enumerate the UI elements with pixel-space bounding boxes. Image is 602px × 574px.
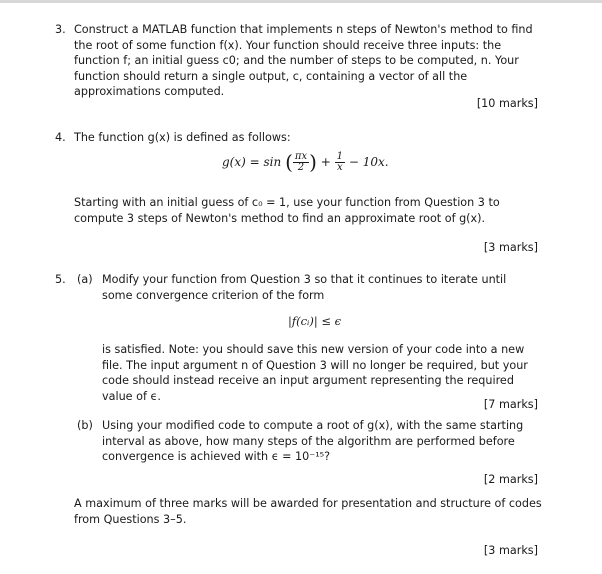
question-4-body <box>55 195 539 226</box>
question-4-text: Starting with an initial guess of c₀ = 1, use your function from Question 3 to compute 3 steps of Newton's method to find an approximate root of g(x). <box>74 196 500 225</box>
question-4-marks: [3 marks] <box>483 241 538 254</box>
question-3 <box>55 22 539 100</box>
top-rule <box>0 0 602 3</box>
question-5-number: 5. <box>55 273 66 286</box>
question-5a-label: (a) <box>77 273 93 286</box>
question-5a <box>77 272 538 303</box>
g-equation-tail: − 10x. <box>348 155 389 169</box>
pi-x-over-2: $\frac{\pi x}{2}$ <box>294 151 308 173</box>
presentation-marks: [3 marks] <box>483 544 538 557</box>
question-4 <box>55 130 539 146</box>
question-5a-text1: Modify your function from Question 3 so that it continues to iterate until some convergence criterion of the form <box>102 273 507 302</box>
convergence-criterion: |f(cᵢ)| ≤ ϵ <box>288 314 342 328</box>
question-3-number: 3. <box>55 23 66 36</box>
question-5b-text: Using your modified code to compute a root of g(x), with the same starting interval as above, how many steps of the algorithm are performed before convergence is achieved with ϵ = 10⁻¹⁵? <box>102 419 524 463</box>
question-4-number: 4. <box>55 131 66 144</box>
question-5a-text2: is satisfied. Note: you should save this new version of your code into a new file. The input argument n of Question 3 will no longer be required, but your code should instead receive an input argument representing the required value of ϵ. <box>102 343 528 403</box>
one-over-x: $\frac{1}{x}$ <box>336 151 343 173</box>
question-5a-marks: [7 marks] <box>483 398 538 411</box>
g-equation-lhs: g(x) = sin <box>222 155 282 169</box>
question-3-text: Construct a MATLAB function that implements n steps of Newton's method to find the root of some function f(x). Your function should receive three inputs: the function f; an initial guess c0; and the number of steps to be computed, n. Your function should return a single output, c, containing a vector of all the approximations computed. <box>74 23 533 98</box>
question-5b-marks: [2 marks] <box>483 473 538 486</box>
question-4-intro: The function g(x) is defined as follows: <box>74 131 291 144</box>
question-5a-body <box>102 342 538 404</box>
g-equation: g(x) = sin ( $\frac{\pi x}{2}$ ) + $\frac{1}{x}$ − 10x. <box>222 149 389 174</box>
question-5b <box>77 418 538 465</box>
question-3-marks: [10 marks] <box>476 97 538 110</box>
question-5b-label: (b) <box>77 419 93 432</box>
presentation-note: A maximum of three marks will be awarded for presentation and structure of codes from Questions 3–5. <box>74 497 542 526</box>
